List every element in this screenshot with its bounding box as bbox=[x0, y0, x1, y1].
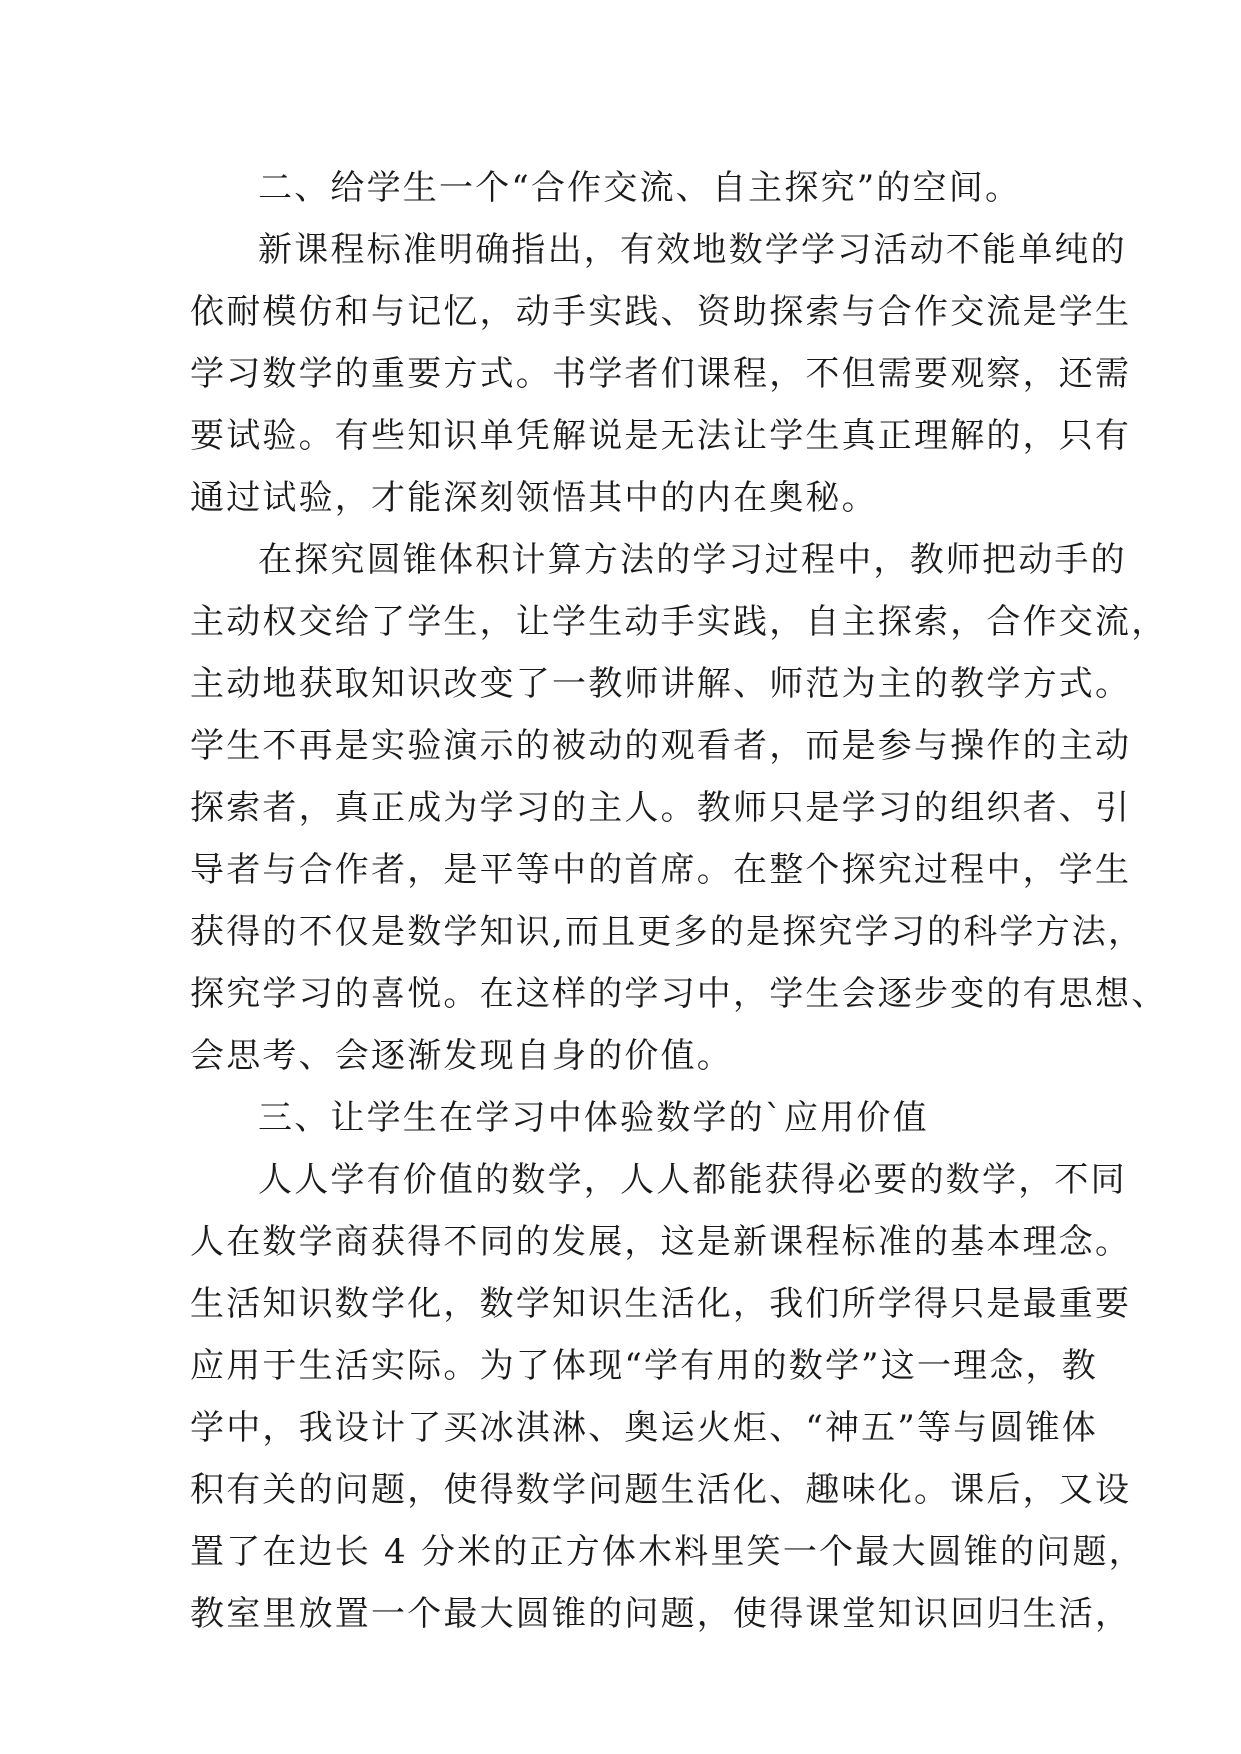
paragraph-line: 获得的不仅是数学知识,而且更多的是探究学习的科学方法， bbox=[190, 912, 1145, 952]
paragraph-line: 新课程标准明确指出，有效地数学学习活动不能单纯的 bbox=[258, 230, 1127, 270]
paragraph-line: 教室里放置一个最大圆锥的问题，使得课堂知识回归生活， bbox=[190, 1594, 1132, 1634]
paragraph-line: 会思考、会逐渐发现自身的价值。 bbox=[190, 1036, 733, 1076]
paragraph-line: 依耐模仿和与记忆，动手实践、资助探索与合作交流是学生 bbox=[190, 292, 1132, 332]
paragraph-line: 人在数学商获得不同的发展，这是新课程标准的基本理念。 bbox=[190, 1222, 1132, 1262]
paragraph-line: 置了在边长 4 分米的正方体木料里笑一个最大圆锥的问题， bbox=[190, 1532, 1145, 1572]
paragraph-line: 探索者，真正成为学习的主人。教师只是学习的组织者、引 bbox=[190, 788, 1132, 828]
section-heading-two: 二、给学生一个“合作交流、自主探究”的空间。 bbox=[258, 168, 1022, 208]
paragraph-line: 通过试验，才能深刻领悟其中的内在奥秘。 bbox=[190, 478, 878, 518]
section-heading-three: 三、让学生在学习中体验数学的`应用价值 bbox=[258, 1098, 929, 1138]
paragraph-line: 主动权交给了学生，让学生动手实践，自主探索，合作交流， bbox=[190, 602, 1168, 642]
paragraph-line: 学习数学的重要方式。书学者们课程，不但需要观察，还需 bbox=[190, 354, 1132, 394]
paragraph-line: 学中，我设计了买冰淇淋、奥运火炬、“神五”等与圆锥体 bbox=[190, 1408, 1098, 1448]
document-body bbox=[190, 157, 1168, 1645]
paragraph-line: 导者与合作者，是平等中的首席。在整个探究过程中，学生 bbox=[190, 850, 1132, 890]
paragraph-line: 要试验。有些知识单凭解说是无法让学生真正理解的，只有 bbox=[190, 416, 1132, 456]
paragraph-line: 人人学有价值的数学，人人都能获得必要的数学，不同 bbox=[258, 1160, 1127, 1200]
paragraph-line: 生活知识数学化，数学知识生活化，我们所学得只是最重要 bbox=[190, 1284, 1132, 1324]
paragraph-line: 应用于生活实际。为了体现“学有用的数学”这一理念，教 bbox=[190, 1346, 1098, 1386]
paragraph-line: 在探究圆锥体积计算方法的学习过程中，教师把动手的 bbox=[258, 540, 1127, 580]
paragraph-line: 主动地获取知识改变了一教师讲解、师范为主的教学方式。 bbox=[190, 664, 1132, 704]
paragraph-line: 探究学习的喜悦。在这样的学习中，学生会逐步变的有思想、 bbox=[190, 974, 1168, 1014]
paragraph-line: 积有关的问题，使得数学问题生活化、趣味化。课后，又设 bbox=[190, 1470, 1132, 1510]
paragraph-line: 学生不再是实验演示的被动的观看者，而是参与操作的主动 bbox=[190, 726, 1132, 766]
